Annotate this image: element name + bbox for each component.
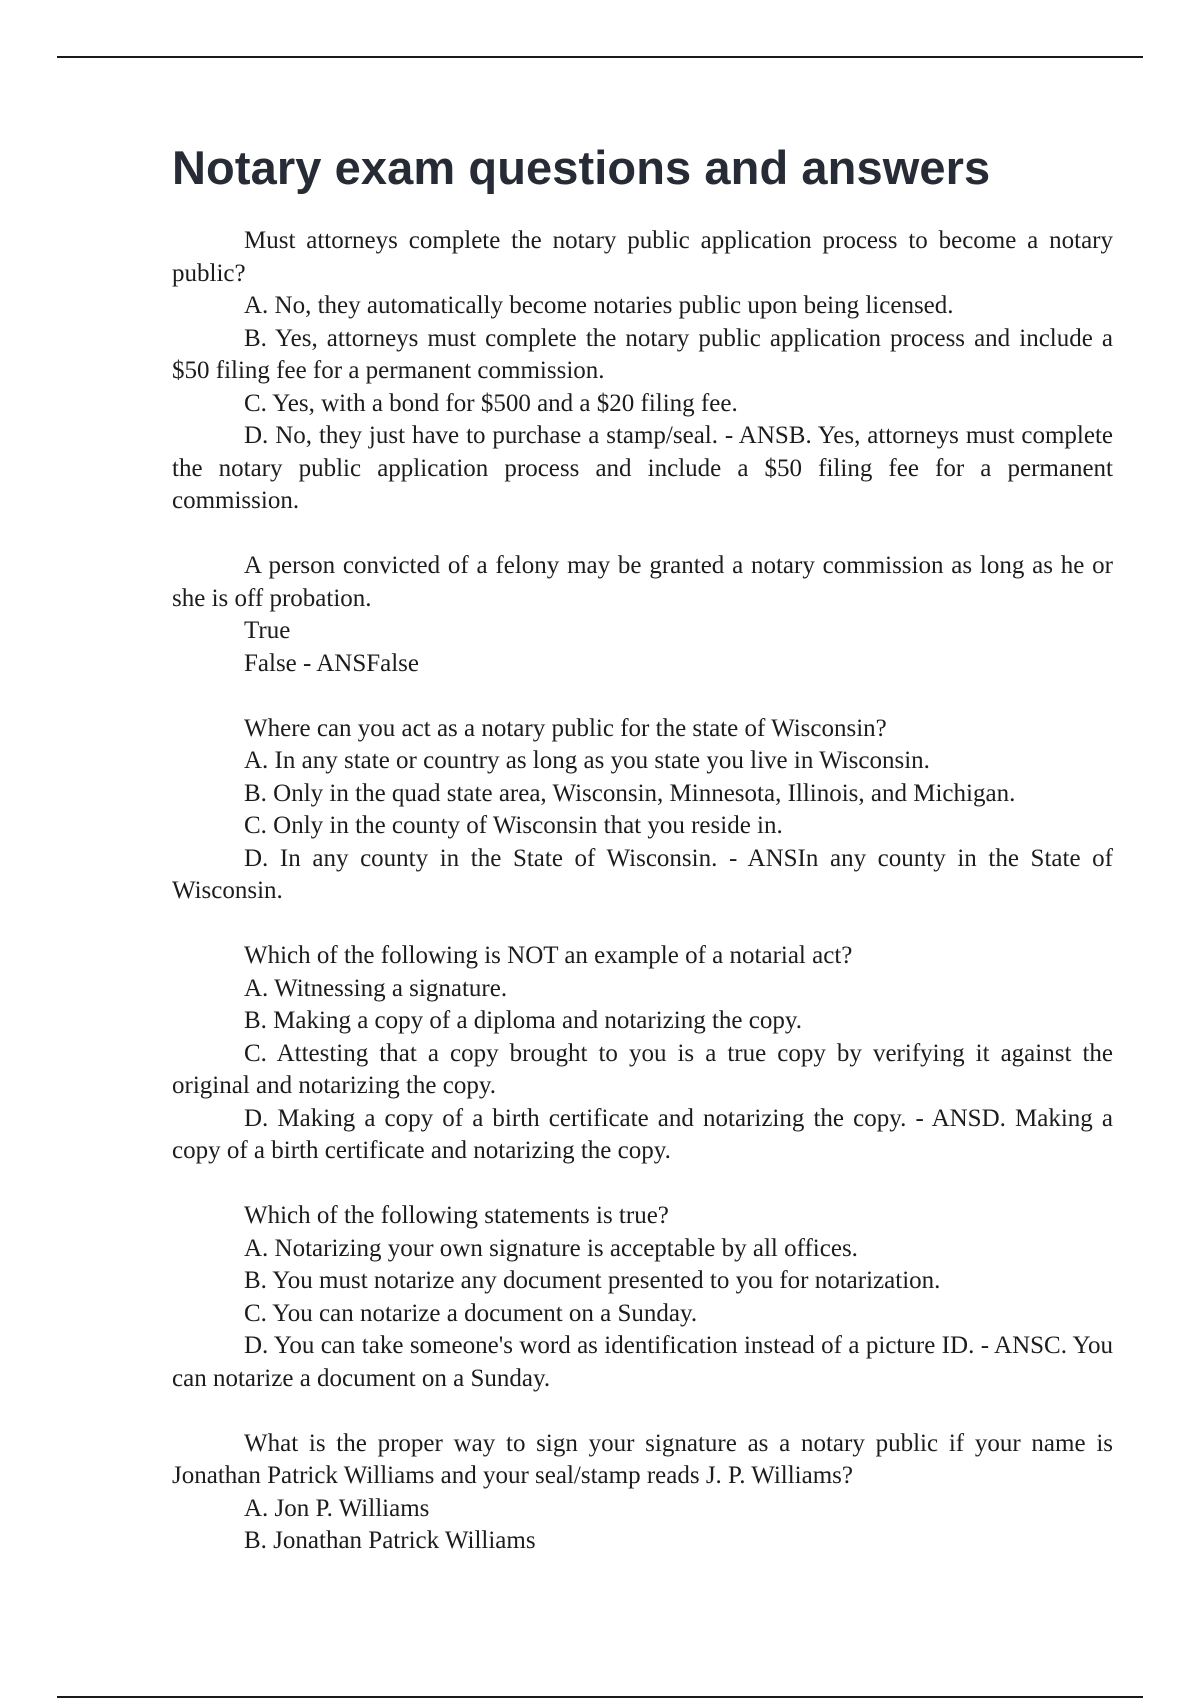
answer-option: B. Only in the quad state area, Wisconsin, Minnesota, Illinois, and Michigan. bbox=[244, 779, 1016, 807]
question-text: A person convicted of a felony may be granted a notary commission as long as he or she is off probation. bbox=[172, 552, 1113, 612]
document-body bbox=[172, 140, 1113, 1558]
question-4 bbox=[172, 940, 1113, 1168]
page-title: Notary exam questions and answers bbox=[172, 141, 991, 194]
answer-option: A. No, they automatically become notaries public upon being licensed. bbox=[244, 292, 954, 320]
question-text: Which of the following statements is true? bbox=[244, 1202, 669, 1230]
answer-option: B. Making a copy of a diploma and notarizing the copy. bbox=[244, 1007, 802, 1035]
footer-rule bbox=[57, 1696, 1143, 1698]
answer-option: C. Attesting that a copy brought to you is a true copy by verifying it against the original and notarizing the copy. bbox=[172, 1039, 1113, 1100]
answer-option-with-key: D. No, they just have to purchase a stamp/seal. - ANSB. Yes, attorneys must complete the notary public application process and include a $50 filing fee for a permanent commission. bbox=[172, 422, 1113, 515]
question-text: What is the proper way to sign your signature as a notary public if your name is Jonathan Patrick Williams and your seal/stamp reads J. P. Williams? bbox=[172, 1429, 1113, 1490]
answer-option-with-key: False - ANSFalse bbox=[244, 649, 419, 677]
question-3 bbox=[172, 713, 1113, 908]
answer-option: True bbox=[244, 617, 291, 645]
answer-option: B. You must notarize any document presented to you for notarization. bbox=[244, 1267, 941, 1295]
answer-option: C. You can notarize a document on a Sunday. bbox=[244, 1299, 698, 1327]
answer-option: C. Yes, with a bond for $500 and a $20 filing fee. bbox=[244, 389, 738, 417]
question-5 bbox=[172, 1200, 1113, 1395]
answer-option-with-key: D. In any county in the State of Wisconsin. - ANSIn any county in the State of Wisconsin. bbox=[172, 844, 1113, 905]
question-6 bbox=[172, 1428, 1113, 1558]
answer-option: A. In any state or country as long as you state you live in Wisconsin. bbox=[244, 747, 930, 775]
question-2 bbox=[172, 550, 1113, 680]
answer-option-with-key: D. You can take someone's word as identification instead of a picture ID. - ANSC. You can notarize a document on a Sunday. bbox=[172, 1332, 1113, 1392]
question-text: Which of the following is NOT an example of a notarial act? bbox=[244, 942, 853, 970]
answer-option: B. Yes, attorneys must complete the notary public application process and include a $50 filing fee for a permanent commission. bbox=[172, 324, 1113, 385]
header-rule bbox=[57, 56, 1143, 58]
question-1 bbox=[172, 225, 1113, 518]
answer-option: A. Witnessing a signature. bbox=[244, 974, 508, 1002]
answer-option: A. Notarizing your own signature is acceptable by all offices. bbox=[244, 1234, 858, 1262]
answer-option: B. Jonathan Patrick Williams bbox=[244, 1527, 536, 1555]
question-text: Must attorneys complete the notary public application process to become a notary public? bbox=[172, 227, 1113, 287]
question-text: Where can you act as a notary public for the state of Wisconsin? bbox=[244, 714, 887, 742]
answer-option: C. Only in the county of Wisconsin that you reside in. bbox=[244, 812, 783, 840]
answer-option: A. Jon P. Williams bbox=[244, 1494, 430, 1522]
answer-option-with-key: D. Making a copy of a birth certificate and notarizing the copy. - ANSD. Making a copy of a birth certificate and notarizing the copy. bbox=[172, 1104, 1113, 1165]
